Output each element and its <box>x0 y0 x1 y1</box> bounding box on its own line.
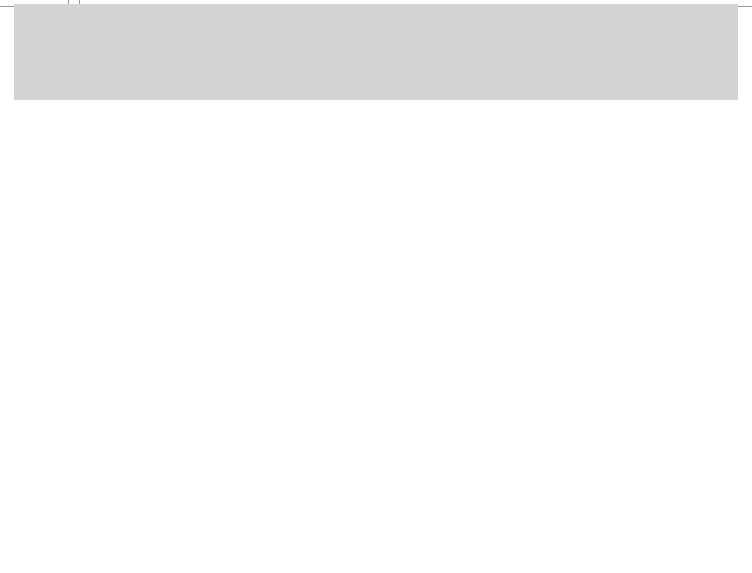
shaded-symptom-list <box>14 4 738 100</box>
